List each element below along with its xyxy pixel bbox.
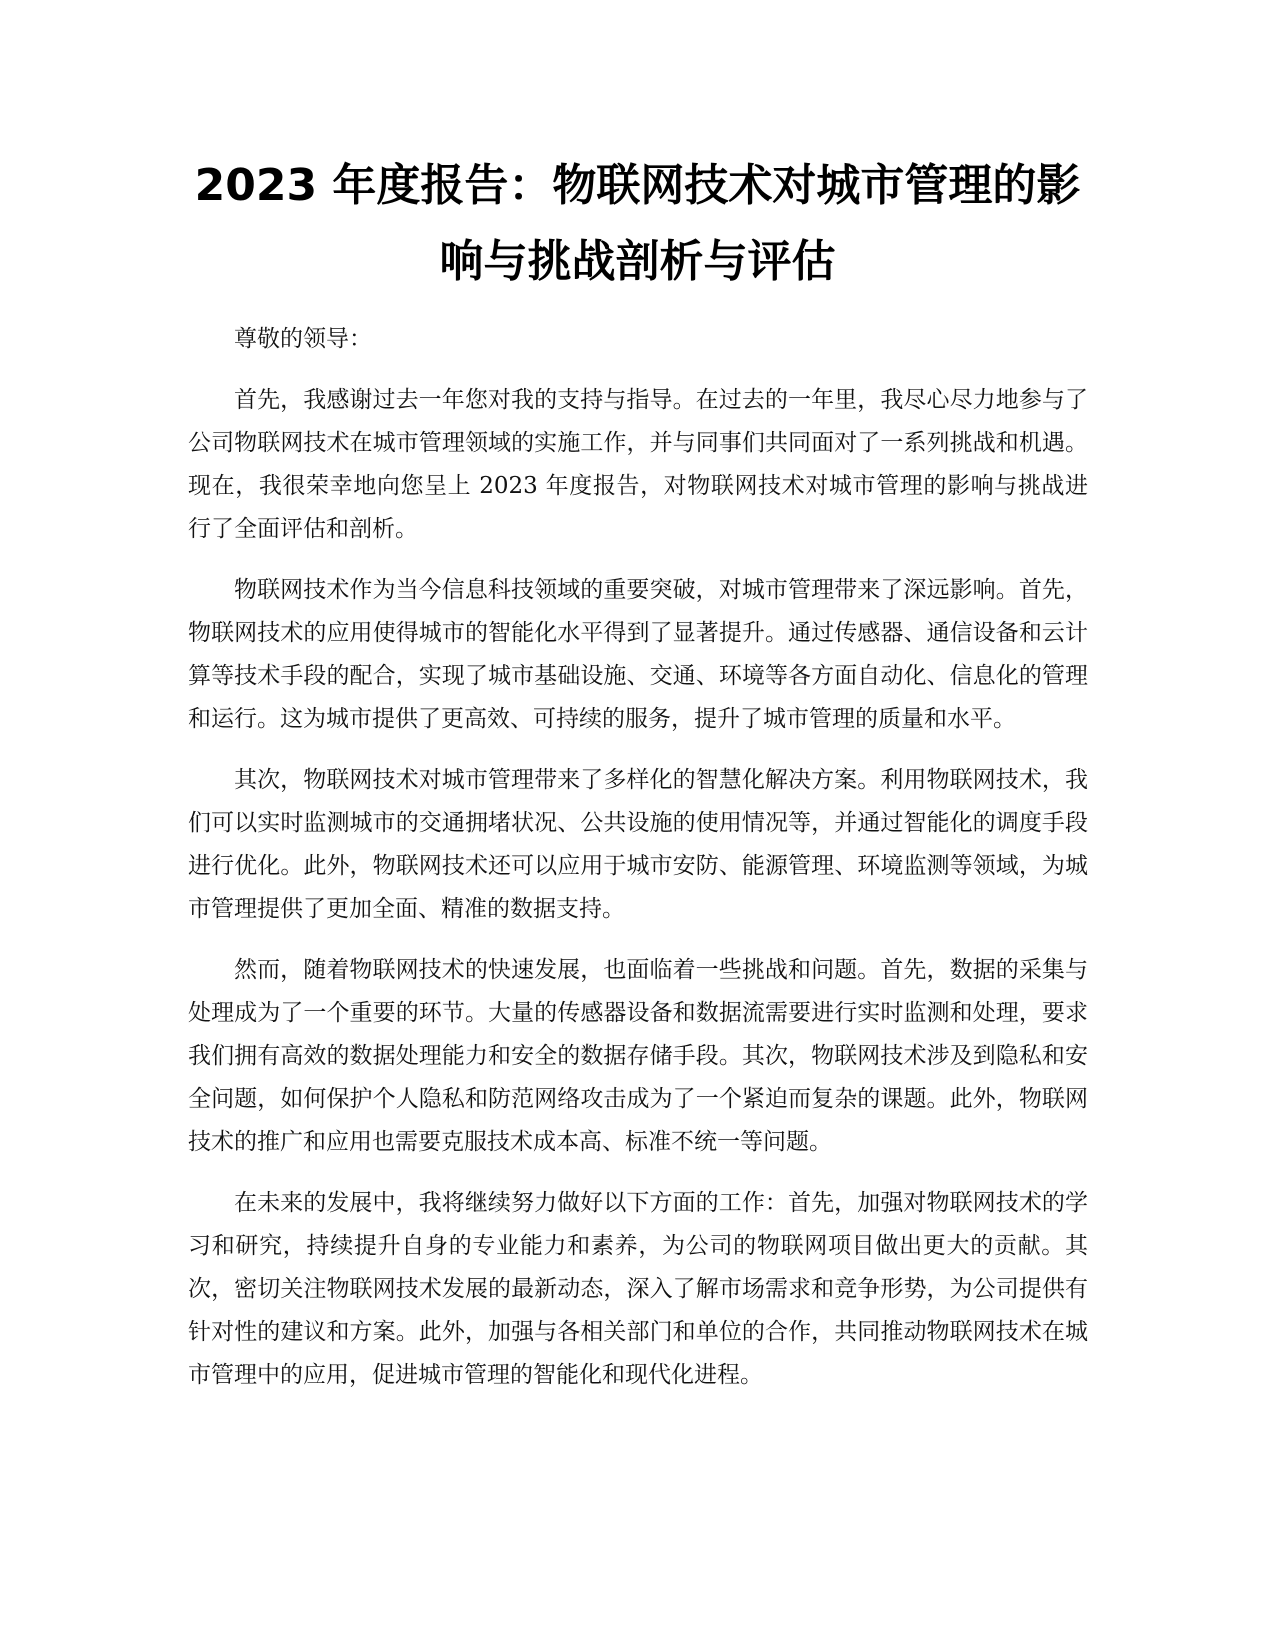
paragraph-5: 在未来的发展中，我将继续努力做好以下方面的工作：首先，加强对物联网技术的学习和研究，持续提升自身的专业能力和素养，为公司的物联网项目做出更大的贡献。其次，密切关注物联网技术发展的最新动态，深入了解市场需求和竞争形势，为公司提供有针对性的建议和方案。此外，加强与各相关部门和单位的合作，共同推动物联网技术在城市管理中的应用，促进城市管理的智能化和现代化进程。 bbox=[188, 1190, 1088, 1388]
paragraph-3: 其次，物联网技术对城市管理带来了多样化的智慧化解决方案。利用物联网技术，我们可以实时监测城市的交通拥堵状况、公共设施的使用情况等，并通过智能化的调度手段进行优化。此外，物联网技术还可以应用于城市安防、能源管理、环境监测等领域，为城市管理提供了更加全面、精准的数据支持。 bbox=[188, 767, 1088, 922]
paragraph-4: 然而，随着物联网技术的快速发展，也面临着一些挑战和问题。首先，数据的采集与处理成为了一个重要的环节。大量的传感器设备和数据流需要进行实时监测和处理，要求我们拥有高效的数据处理能力和安全的数据存储手段。其次，物联网技术涉及到隐私和安全问题，如何保护个人隐私和防范网络攻击成为了一个紧迫而复杂的课题。此外，物联网技术的推广和应用也需要克服技术成本高、标准不统一等问题。 bbox=[188, 957, 1088, 1155]
document-body bbox=[188, 318, 1088, 1415]
paragraph-2: 物联网技术作为当今信息科技领域的重要突破，对城市管理带来了深远影响。首先，物联网技术的应用使得城市的智能化水平得到了显著提升。通过传感器、通信设备和云计算等技术手段的配合，实现了城市基础设施、交通、环境等各方面自动化、信息化的管理和运行。这为城市提供了更高效、可持续的服务，提升了城市管理的质量和水平。 bbox=[188, 577, 1088, 732]
page-title bbox=[150, 148, 1125, 300]
title-line-1: 2023 年度报告：物联网技术对城市管理的影 bbox=[194, 160, 1081, 211]
title-line-2: 响与挑战剖析与评估 bbox=[439, 236, 836, 287]
paragraph-1: 首先，我感谢过去一年您对我的支持与指导。在过去的一年里，我尽心尽力地参与了公司物联网技术在城市管理领域的实施工作，并与同事们共同面对了一系列挑战和机遇。现在，我很荣幸地向您呈上 2023 年度报告，对物联网技术对城市管理的影响与挑战进行了全面评估和剖析。 bbox=[188, 387, 1088, 542]
salutation: 尊敬的领导： bbox=[234, 326, 372, 352]
